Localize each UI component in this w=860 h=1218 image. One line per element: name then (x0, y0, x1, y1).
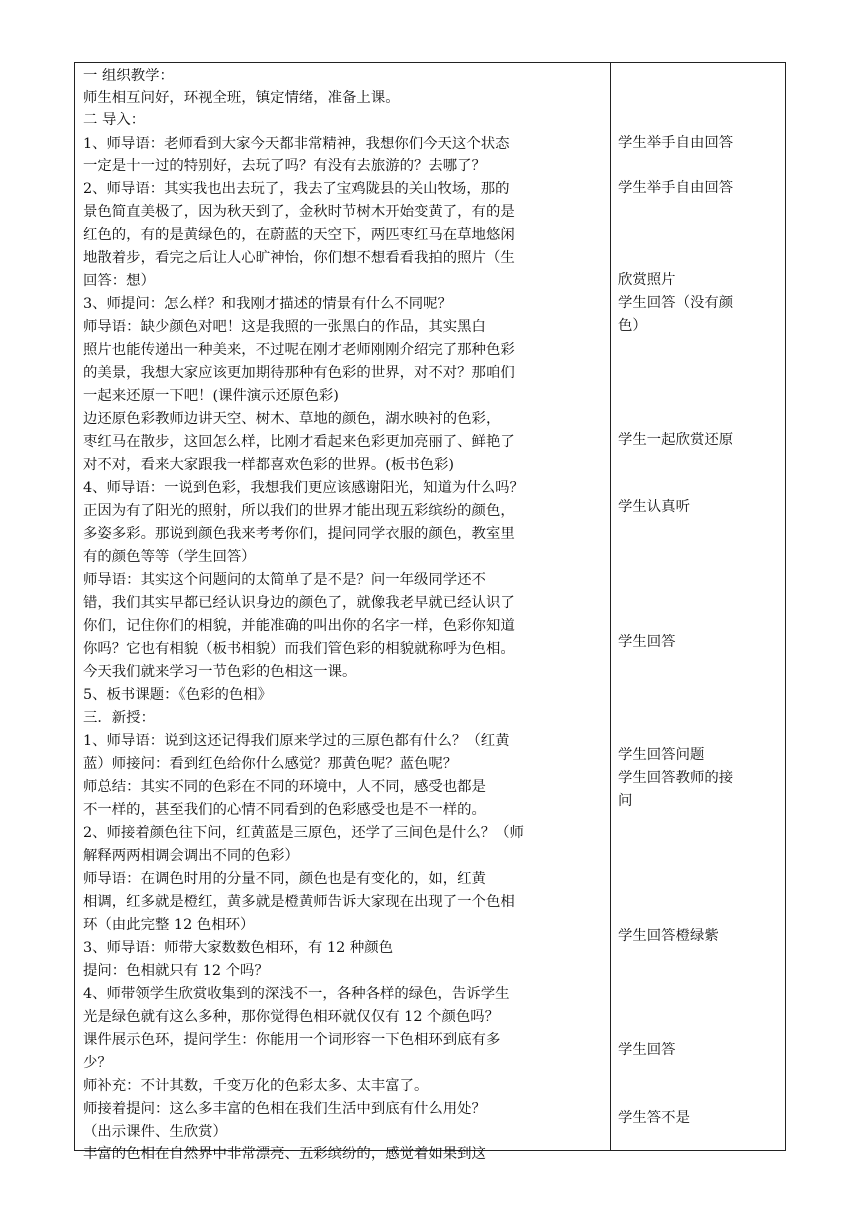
text-line: 师接着提问：这么多丰富的色相在我们生活中到底有什么用处？ (83, 1101, 486, 1117)
text-line: 光是绿色就有这么多种，那你觉得色相环就仅仅有 12 个颜色吗？ (83, 1009, 500, 1025)
student-note: 学生一起欣赏还原 (618, 432, 734, 448)
text-line: 师生相互问好，环视全班，镇定情绪，准备上课。 (83, 90, 400, 106)
text-line: 你们，记住你们的相貌，并能准确的叫出你的名字一样，色彩你知道 (83, 618, 515, 634)
student-note: 学生回答教师的接 (618, 770, 734, 786)
text-line: 师补充：不计其数，千变万化的色彩太多、太丰富了。 (83, 1078, 429, 1094)
student-note: 学生答不是 (618, 1110, 690, 1126)
text-line: 师总结：其实不同的色彩在不同的环境中，人不同，感受也都是 (83, 779, 486, 795)
text-line: 一定是十一过的特别好，去玩了吗？有没有去旅游的？去哪了？ (83, 158, 486, 174)
column-divider (610, 63, 611, 1150)
text-line: 地散着步，看完之后让人心旷神怡，你们想不想看看我拍的照片（生 (83, 250, 515, 266)
student-note: 学生认真听 (618, 499, 690, 515)
student-note: 问 (618, 793, 633, 809)
text-line: 对不对，看来大家跟我一样都喜欢色彩的世界。(板书色彩) (83, 457, 454, 473)
text-line: 师导语：其实这个问题问的太简单了是不是？问一年级同学还不 (83, 572, 486, 588)
text-line: 照片也能传递出一种美来，不过呢在刚才老师刚刚介绍完了那种色彩 (83, 342, 515, 358)
text-line: 1、师导语：老师看到大家今天都非常精神，我想你们今天这个状态 (83, 136, 510, 152)
text-line: 红色的，有的是黄绿色的，在蔚蓝的天空下，两匹枣红马在草地悠闲 (83, 227, 515, 243)
text-line: 正因为有了阳光的照射，所以我们的世界才能出现五彩缤纷的颜色， (83, 503, 515, 519)
text-line: 1、师导语：说到这还记得我们原来学过的三原色都有什么？（红黄 (83, 733, 510, 749)
text-line: 环（由此完整 12 色相环） (83, 917, 255, 933)
text-line: 3、师导语：师带大家数数色相环，有 12 种颜色 (83, 940, 394, 956)
student-note: 学生回答 (618, 634, 676, 650)
text-line: 2、师接着颜色往下问，红黄蓝是三原色，还学了三间色是什么？（师 (83, 825, 524, 841)
text-line: 5、板书课题：《色彩的色相》 (83, 687, 273, 703)
text-line: 你吗？它也有相貌（板书相貌）而我们管色彩的相貌就称呼为色相。 (83, 641, 515, 657)
student-note: 学生回答（没有颜 (618, 295, 734, 311)
text-line: 4、师导语：一说到色彩，我想我们更应该感谢阳光，知道为什么吗？ (83, 480, 524, 496)
text-line: 边还原色彩教师边讲天空、树木、草地的颜色，湖水映衬的色彩， (83, 411, 501, 427)
student-note: 欣赏照片 (618, 272, 676, 288)
text-line: 3、师提问：怎么样？和我刚才描述的情景有什么不同呢？ (83, 296, 452, 312)
text-line: 不一样的，甚至我们的心情不同看到的色彩感受也是不一样的。 (83, 802, 486, 818)
text-line: 二 导入： (83, 112, 146, 128)
text-line: 4、师带领学生欣赏收集到的深浅不一，各种各样的绿色，告诉学生 (83, 986, 510, 1002)
text-line: 枣红马在散步，这回怎么样，比刚才看起来色彩更加亮丽了、鲜艳了 (83, 434, 515, 450)
lesson-plan-table (74, 62, 786, 1162)
text-line: 提问：色相就只有 12 个吗？ (83, 963, 269, 979)
text-line: 多姿多彩。那说到颜色我来考考你们，提问同学衣服的颜色，教室里 (83, 526, 515, 542)
text-line: （出示课件、生欣赏） (83, 1124, 227, 1140)
text-line: 错，我们其实早都已经认识身边的颜色了，就像我老早就已经认识了 (83, 595, 515, 611)
text-line: 一起来还原一下吧！(课件演示还原色彩) (83, 388, 339, 404)
text-line: 有的颜色等等（学生回答） (83, 549, 256, 565)
text-line: 蓝）师接问：看到红色给你什么感觉？那黄色呢？蓝色呢？ (83, 756, 458, 772)
text-line: 一 组织教学： (83, 68, 174, 84)
text-line: 相调，红多就是橙红，黄多就是橙黄师告诉大家现在出现了一个色相 (83, 894, 515, 910)
text-line: 师导语：缺少颜色对吧！这是我照的一张黑白的作品，其实黑白 (83, 319, 486, 335)
text-line: 景色简直美极了，因为秋天到了，金秋时节树木开始变黄了，有的是 (83, 204, 515, 220)
student-note: 学生回答问题 (618, 747, 705, 763)
student-note: 学生回答橙绿紫 (618, 928, 719, 944)
text-line: 解释两两相调会调出不同的色彩） (83, 848, 299, 864)
student-note: 学生举手自由回答 (618, 135, 734, 151)
text-line: 课件展示色环，提问学生：你能用一个词形容一下色相环到底有多 (83, 1032, 501, 1048)
text-line: 少？ (83, 1055, 112, 1071)
student-note: 学生回答 (618, 1042, 676, 1058)
text-line: 师导语：在调色时用的分量不同，颜色也是有变化的，如，红黄 (83, 871, 486, 887)
text-line: 回答：想） (83, 273, 155, 289)
text-line: 三．新授： (83, 710, 155, 726)
student-note: 学生举手自由回答 (618, 180, 734, 196)
text-line: 2、师导语：其实我也出去玩了，我去了宝鸡陇县的关山牧场，那的 (83, 181, 510, 197)
text-line: 今天我们就来学习一节色彩的色相这一课。 (83, 664, 357, 680)
text-line: 的美景，我想大家应该更加期待那种有色彩的世界，对不对？那咱们 (83, 365, 515, 381)
student-note: 色） (618, 318, 647, 334)
text-line: 丰富的色相在自然界中非常漂亮、五彩缤纷的，感觉着如果到这 (83, 1146, 486, 1162)
